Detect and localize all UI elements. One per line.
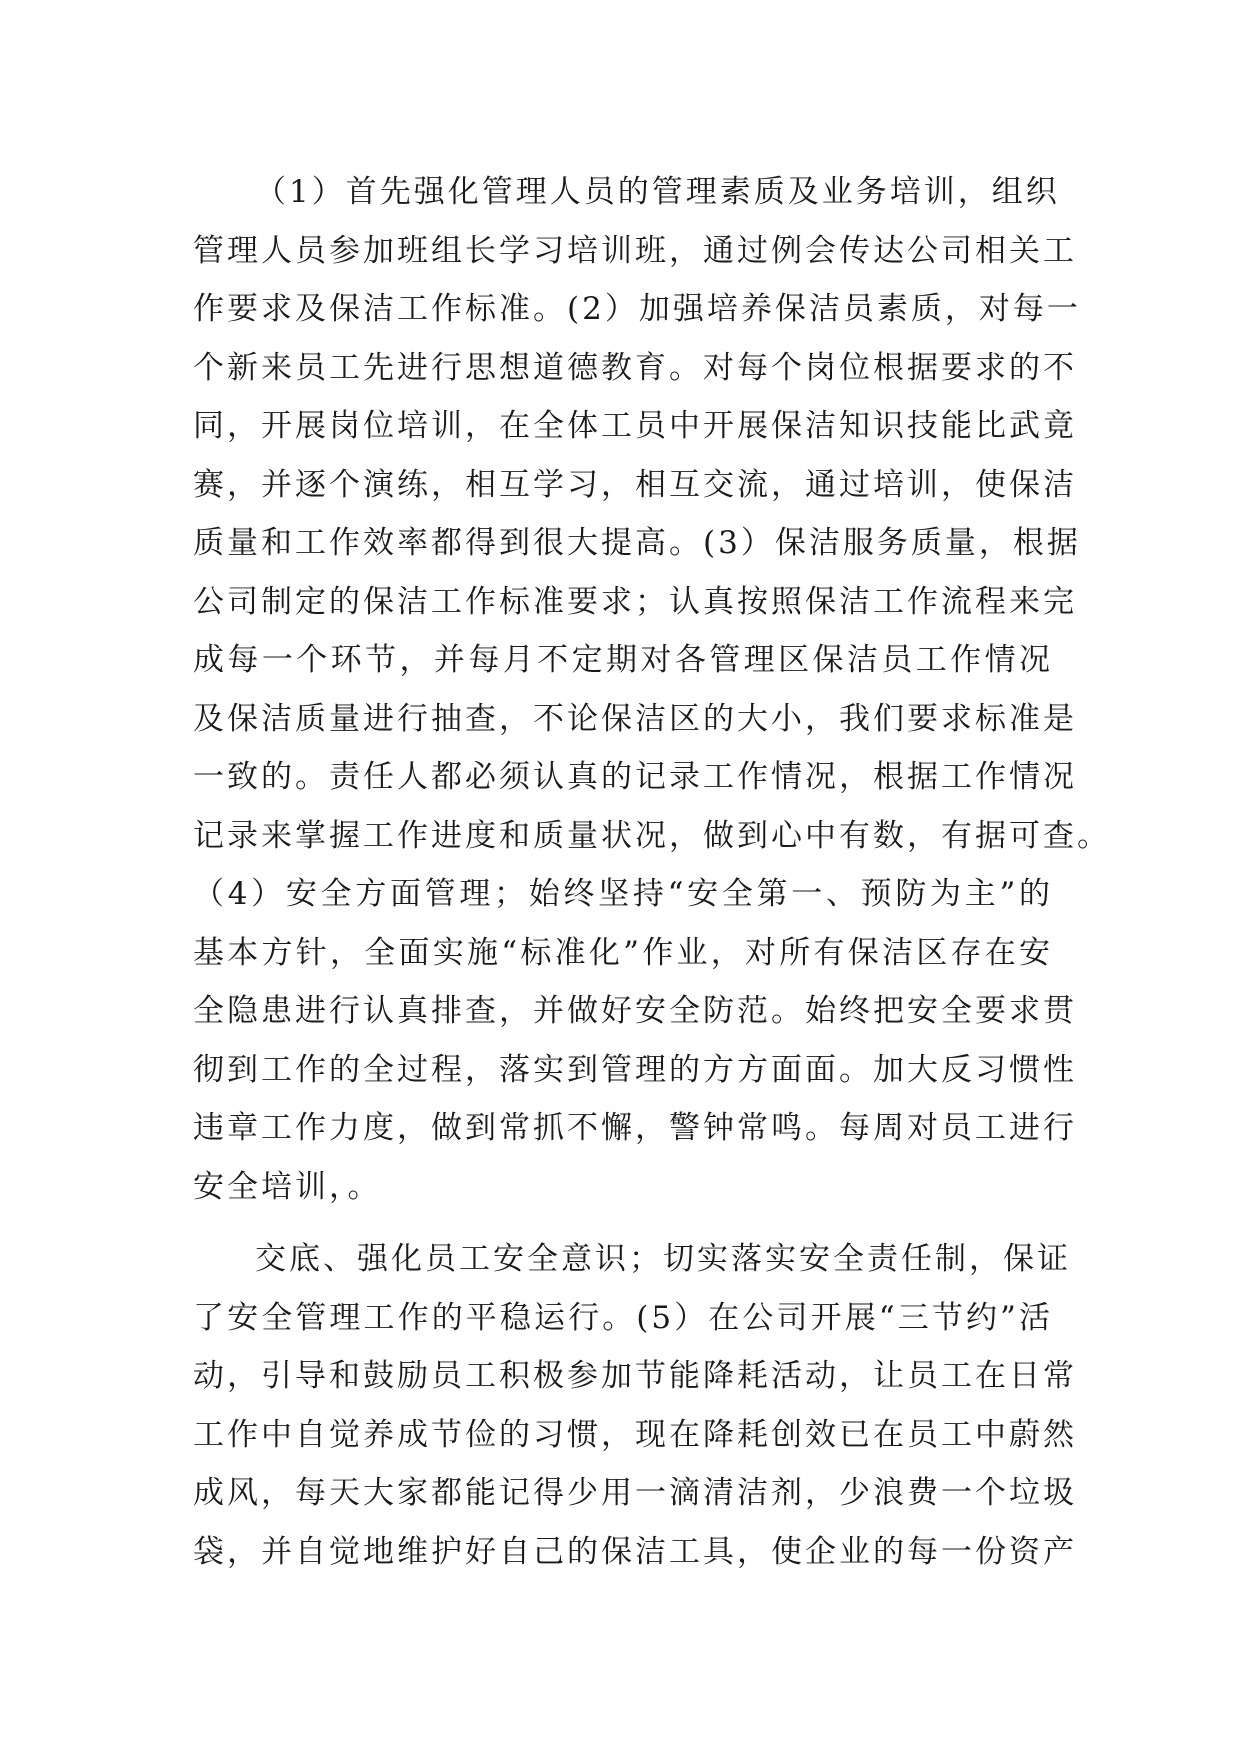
- text-line: 工作中自觉养成节俭的习惯，现在降耗创效已在员工中蔚然: [193, 1416, 1077, 1453]
- text-line: 作要求及保洁工作标准。(2）加强培养保洁员素质，对每一: [193, 291, 1081, 327]
- text-line: 安全培训，。: [193, 1168, 382, 1205]
- text-line: 管理人员参加班组长学习培训班，通过例会传达公司相关工: [193, 232, 1077, 269]
- text-line: 违章工作力度，做到常抓不懈，警钟常鸣。每周对员工进行: [193, 1110, 1077, 1146]
- text-line: 袋，并自觉地维护好自己的保洁工具，使企业的每一份资产: [193, 1533, 1077, 1570]
- text-line: 成风，每天大家都能记得少用一滴清洁剂，少浪费一个垃圾: [193, 1475, 1077, 1511]
- text-line: 了安全管理工作的平稳运行。(5）在公司开展“三节约”活: [193, 1299, 1053, 1336]
- text-line: 全隐患进行认真排查，并做好安全防范。始终把安全要求贯: [193, 993, 1077, 1029]
- text-line: （1）首先强化管理人员的管理素质及业务培训，组织: [255, 174, 1060, 210]
- paragraph-1: [193, 163, 1111, 1216]
- text-line: 彻到工作的全过程，落实到管理的方方面面。加大反习惯性: [193, 1051, 1077, 1088]
- text-line: 动，引导和鼓励员工积极参加节能降耗活动，让员工在日常: [193, 1358, 1077, 1394]
- text-line: 同，开展岗位培训，在全体工员中开展保洁知识技能比武竟: [193, 408, 1077, 444]
- paragraph-gap: [193, 1216, 1053, 1230]
- text-line: 赛，并逐个演练，相互学习，相互交流，通过培训，使保洁: [193, 466, 1077, 503]
- text-line: 一致的。责任人都必须认真的记录工作情况，根据工作情况: [193, 759, 1077, 795]
- text-line: （4）安全方面管理；始终坚持“安全第一、预防为主”的: [193, 876, 1053, 912]
- text-line: 成每一个环节，并每月不定期对各管理区保洁员工作情况: [193, 642, 1053, 678]
- text-line: 质量和工作效率都得到很大提高。(3）保洁服务质量，根据: [193, 525, 1081, 561]
- text-line: 及保洁质量进行抽查，不论保洁区的大小，我们要求标准是: [193, 700, 1077, 737]
- text-line: 个新来员工先进行思想道德教育。对每个岗位根据要求的不: [193, 349, 1077, 386]
- text-line: 交底、强化员工安全意识；切实落实安全责任制，保证: [255, 1241, 1071, 1277]
- text-line: 记录来掌握工作进度和质量状况，做到心中有数，有据可查。: [193, 817, 1111, 854]
- document-body: [193, 163, 1111, 1581]
- paragraph-2: [193, 1230, 1077, 1581]
- text-line: 基本方针，全面实施“标准化”作业，对所有保洁区存在安: [193, 934, 1053, 971]
- text-line: 公司制定的保洁工作标准要求；认真按照保洁工作流程来完: [193, 583, 1077, 620]
